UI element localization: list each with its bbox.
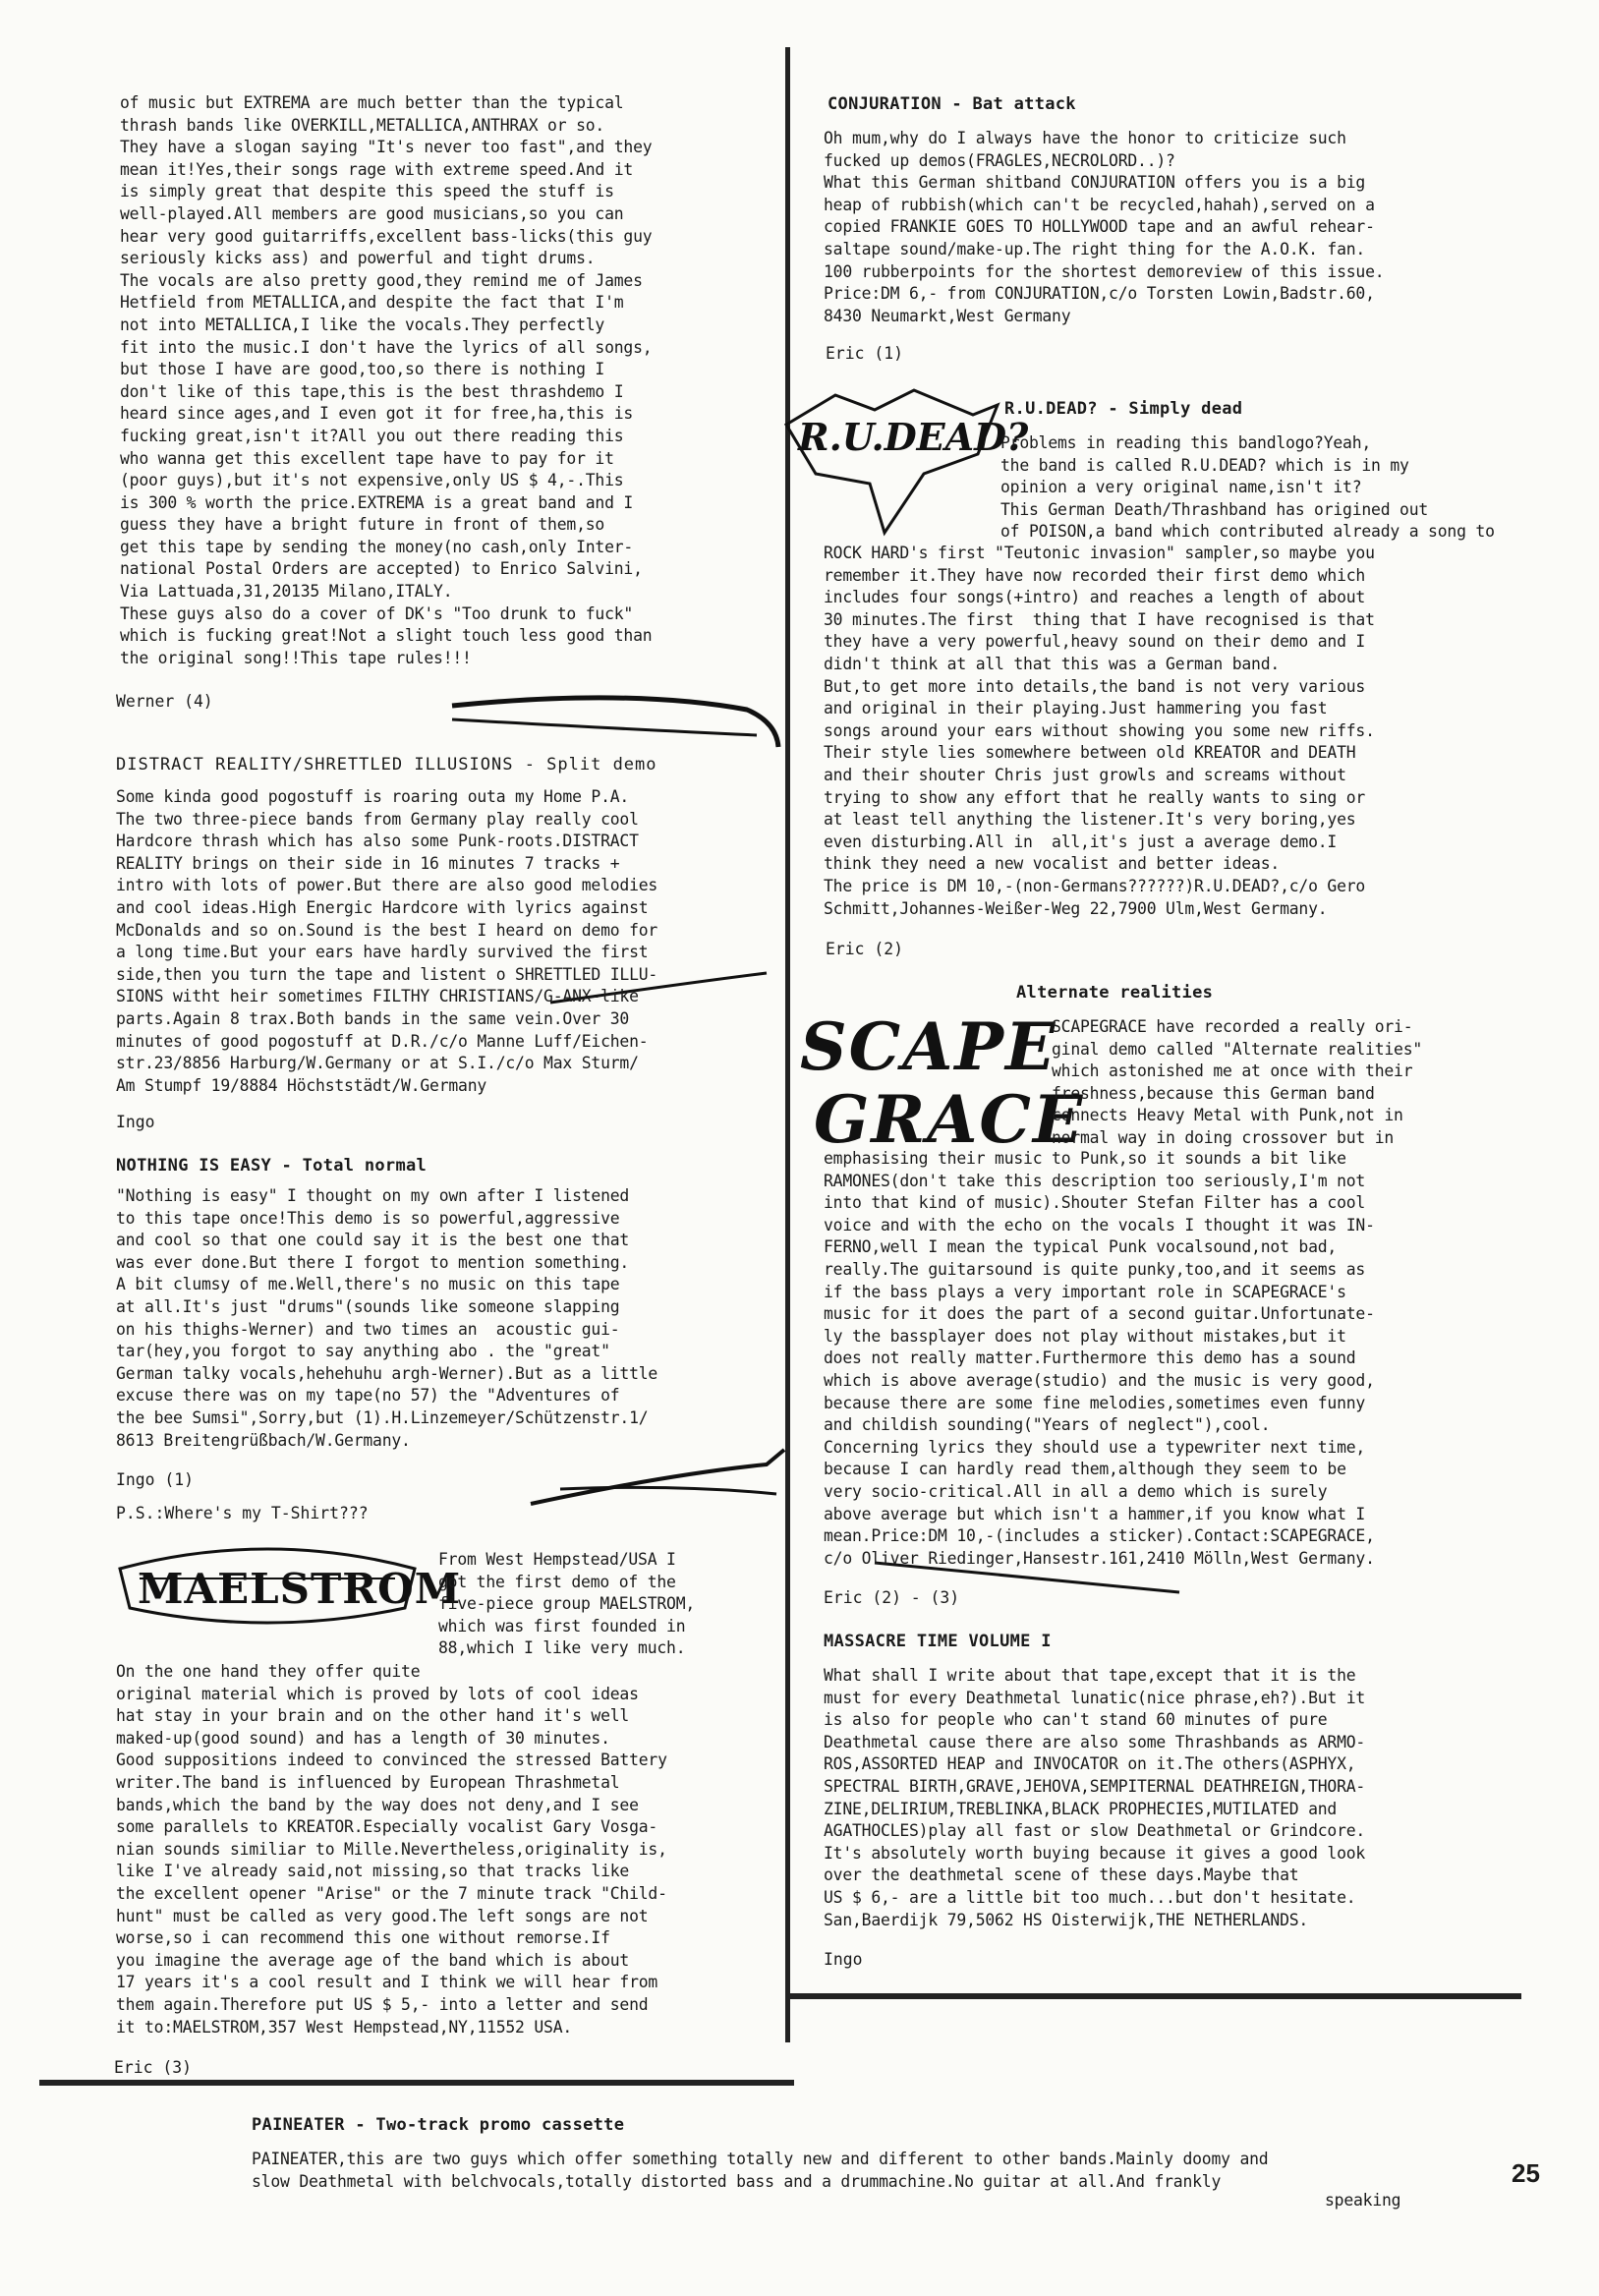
- nothing-review-ps: P.S.:Where's my T-Shirt???: [116, 1504, 369, 1522]
- scapegrace-review-signature: Eric (2) - (3): [824, 1588, 960, 1607]
- distract-review-text: Some kinda good pogostuff is roaring outa my Home P.A. The two three-piece bands from Germany play really cool Hardcore thrash which has also some Punk-roots.DISTRACT REALITY brings on their side in 16 minutes 7 tracks + intro with lots of power.But there are also good melodies and cool ideas.High Energic Hardcore with lyrics against McDonalds and so on.Sound is the best I heard on demo for a long time.But your ears have hardly survived the first side,then you turn the tape and listent o SHRETTLED ILLU- SIONS witht heir sometimes FILTHY CHRISTIANS/G-ANX-like parts.Again 8 trax.Both bands in the same vein.Over 30 minutes of good pogostuff at D.R./c/o Manne Luff/Eichen- str.23/8856 Harburg/W.Germany or at S.I./c/o Max Sturm/ Am Stumpf 19/8884 Höchststädt/W.Germany: [116, 787, 658, 1095]
- maelstrom-side-text: From West Hempstead/USA I got the first demo of the five-piece group MAELSTROM, which was first founded in 88,which I like very much.: [438, 1550, 696, 1658]
- extrema-review-text: of music but EXTREMA are much better than the typical thrash bands like OVERKILL,METALLICA,ANTHRAX or so. They have a slogan saying "It's never too fast",and they mean it!Yes,their songs rage with extreme speed.And it is simply great that despite this speed the stuff is well-played.All members are good musicians,so you can hear very good guitarriffs,excellent bass-licks(this guy seriously kicks ass) and powerful and tight drums. The vocals are also pretty good,they remind me of James Hetfield from METALLICA,and despite the fact that I'm not into METALLICA,I like the vocals.They perfectly fit into the music.I don't have the lyrics of all songs, but those I have are good,too,so there is nothing I don't like of this tape,this is the best thrashdemo I heard since ages,and I even got it for free,ha,this is fucking great,isn't it?All you out there reading this who wanna get this excellent tape have to pay for it (poor guys),but it's not expensive,only US $ 4,-.This is 300 % worth the price.EXTREMA is a great band and I guess they have a bright future in front of them,so get this tape by sending the money(no cash,only Inter- national Postal Orders are accepted) to Enrico Salvini, Via Lattuada,31,20135 Milano,ITALY. These guys also do a cover of DK's "Too drunk to fuck" which is fucking great!Not a slight touch less good than the original song!!This tape rules!!!: [120, 93, 653, 667]
- conjuration-review-text: Oh mum,why do I always have the honor to criticize such fucked up demos(FRAGLES,NECROLORD..)? What this German shitband CONJURATION offers you is a big heap of rubbish(which can't be recycled,hahah),served on a copied FRANKIE GOES TO HOLLYWOOD tape and an awful rehear- saltape sound/make-up.The right thing for the A.O.K. fan. 100 rubberpoints for the shortest demoreview of this issue. Price:DM 6,- from CONJURATION,c/o Torsten Lowin,Badstr.60, 8430 Neumarkt,West Germany: [824, 129, 1385, 325]
- rudead-review-signature: Eric (2): [826, 940, 903, 958]
- rudead-review-title: R.U.DEAD? - Simply dead: [1004, 399, 1243, 419]
- conjuration-review-title: CONJURATION - Bat attack: [828, 94, 1076, 114]
- rudead-logo-text: R.U.DEAD?: [798, 415, 1029, 459]
- paineater-review-title: PAINEATER - Two-track promo cassette: [252, 2115, 625, 2135]
- maelstrom-logo-text: MAELSTROM: [138, 1565, 462, 1613]
- maelstrom-review-signature: Eric (3): [114, 2058, 192, 2077]
- page-number: 25: [1512, 2158, 1540, 2188]
- extrema-review-signature: Werner (4): [116, 692, 213, 711]
- paineater-review-continued: speaking: [1325, 2191, 1401, 2210]
- distract-review-signature: Ingo: [116, 1113, 155, 1131]
- paineater-review-text: PAINEATER,this are two guys which offer something totally new and different to other bands.Mainly doomy and slow Deathmetal with belchvocals,totally distorted bass and a drummachine.No guitar at all.And frankly: [252, 2150, 1269, 2191]
- scapegrace-logo-line-2: GRACE: [814, 1081, 1085, 1158]
- conjuration-review-signature: Eric (1): [826, 344, 903, 363]
- scapegrace-review-title: Alternate realities: [1016, 983, 1214, 1003]
- nothing-review-title: NOTHING IS EASY - Total normal: [116, 1156, 428, 1176]
- rudead-review-text: ROCK HARD's first "Teutonic invasion" sampler,so maybe you remember it.They have now recorded their first demo which includes four songs(+intro) and reaches a length of about 30 minutes.The first thing that I have recognised is that they have a very powerful,heavy sound on their demo and I didn't think at all that this was a German band. But,to get more into details,the band is not very various and original in their playing.Just hammering you fast songs around your ears without showing you some new riffs. Their style lies somewhere between old KREATOR and DEATH and their shouter Chris just growls and screams without trying to show any effort that he really wants to sing or at least tell anything the listener.It's very boring,yes even disturbing.All in all,it's just a average demo.I think they need a new vocalist and better ideas. The price is DM 10,-(non-Germans??????)R.U.DEAD?,c/o Gero Schmitt,Johannes-Weißer-Weg 22,7900 Ulm,West Germany.: [824, 544, 1375, 918]
- scapegrace-logo: [794, 1008, 1085, 1162]
- scapegrace-review-text: emphasising their music to Punk,so it sounds a bit like RAMONES(don't take this description too seriously,I'm not into that kind of music).Shouter Stefan Filter has a cool voice and with the echo on the vocals I thought it was IN- FERNO,well I mean the typical Punk vocalsound,not bad, really.The guitarsound is quite punky,too,and it seems as if the bass plays a very important role in SCAPEGRACE's music for it does the part of a second guitar.Unfortunate- ly the bassplayer does not play without mistakes,but it does not really matter.Furthermore this demo has a sound which is above average(studio) and the music is very good, because there are some fine melodies,sometimes even funny and childish sounding("Years of neglect"),cool. Concerning lyrics they should use a typewriter next time, because I can hardly read them,although they seem to be very socio-critical.All in all a demo which is surely above average but which isn't a hammer,if you know what I mean.Price:DM 10,-(includes a sticker).Contact:SCAPEGRACE, c/o Oliver Riedinger,Hansestr.161,2410 Mölln,West Germany.: [824, 1149, 1375, 1568]
- rudead-side-text: Problems in reading this bandlogo?Yeah, the band is called R.U.DEAD? which is in my opinion a very original name,isn't it? This German Death/Thrashband has origined out of POISON,a band which contributed already a song to: [1000, 433, 1495, 542]
- massacre-review-title: MASSACRE TIME VOLUME I: [824, 1632, 1052, 1651]
- scapegrace-side-text: SCAPEGRACE have recorded a really ori- ginal demo called "Alternate realities" which astonished me at once with their freshness,because this German band connects Heavy Metal with Punk,not in normal way in doing crossover but in: [1052, 1017, 1423, 1147]
- nothing-review-text: "Nothing is easy" I thought on my own after I listened to this tape once!This demo is so powerful,aggressive and cool so that one could say it is the best one that was ever done.But there I forgot to mention something. A bit clumsy of me.Well,there's no music on this tape at all.It's just "drums"(sounds like someone slapping on his thighs-Werner) and two times an acoustic gui- tar(hey,you forgot to say anything abo . the "great" German talky vocals,hehehuhu argh-Werner).But as a little excuse there was on my tape(no 57) the "Adventures of the bee Sumsi",Sorry,but (1).H.Linzemeyer/Schützenstr.1/ 8613 Breitengrüßbach/W.Germany.: [116, 1186, 658, 1450]
- maelstrom-logo: [110, 1539, 462, 1637]
- rudead-logo: [776, 375, 1029, 543]
- massacre-review-text: What shall I write about that tape,except that it is the must for every Deathmetal lunatic(nice phrase,eh?).But it is also for people who can't stand 60 minutes of pure Deathmetal cause there are also some Thrashbands as ARMO- ROS,ASSORTED HEAP and INVOCATOR on it.The others(ASPHYX, SPECTRAL BIRTH,GRAVE,JEHOVA,SEMPITERNAL DEATHREIGN,THORA- ZINE,DELIRIUM,TREBLINKA,BLACK PROPHECIES,MUTILATED and AGATHOCLES)play all fast or slow Deathmetal or Grindcore. It's absolutely worth buying because it gives a good look over the deathmetal scene of these days.Maybe that US $ 6,- are a little bit too much...but don't hesitate. San,Baerdijk 79,5062 HS Oisterwijk,THE NETHERLANDS.: [824, 1666, 1366, 1929]
- massacre-review-signature: Ingo: [824, 1950, 863, 1969]
- distract-review-title: DISTRACT REALITY/SHRETTLED ILLUSIONS - Split demo: [116, 755, 657, 775]
- nothing-review-signature: Ingo (1): [116, 1470, 194, 1489]
- scapegrace-logo-line-1: SCAPE: [800, 1008, 1057, 1085]
- maelstrom-review-text: On the one hand they offer quite original material which is proved by lots of cool ideas hat stay in your brain and on the other hand it's well maked-up(good sound) and has a length of 30 minutes. Good suppositions indeed to convinced the stressed Battery writer.The band is influenced by European Thrashmetal bands,which the band by the way does not deny,and I see some parallels to KREATOR.Especially vocalist Gary Vosga- nian sounds similiar to Mille.Nevertheless,originality is, like I've already said,not missing,so that tracks like the excellent opener "Arise" or the 7 minute track "Child- hunt" must be called as very good.The left songs are not worse,so i can recommend this one without remorse.If you imagine the average age of the band which is about 17 years it's a cool result and I think we will hear from them again.Therefore put US $ 5,- into a letter and send it to:MAELSTROM,357 West Hempstead,NY,11552 USA.: [116, 1662, 667, 2037]
